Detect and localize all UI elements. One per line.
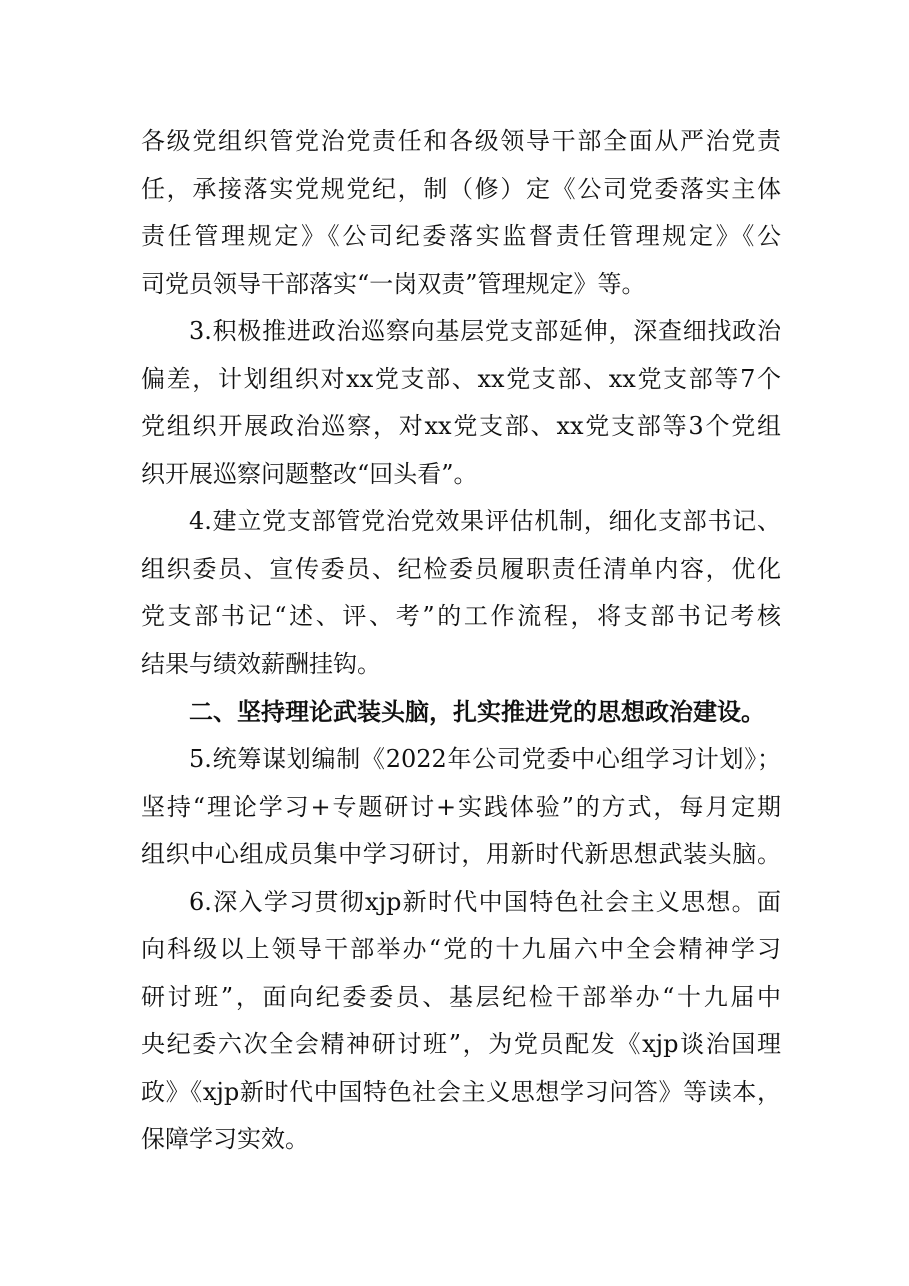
paragraph-6-line-3: 研讨班”，面向纪委委员、基层纪检干部举办“十九届中 (141, 983, 781, 1011)
paragraph-5-line-3: 组织中心组成员集中学习研讨，用新时代新思想武装头脑。 (141, 840, 781, 868)
paragraph-5-line-1: 5.统筹谋划编制《2022年公司党委中心组学习计划》； (189, 745, 781, 773)
paragraph-1-line-3: 责任管理规定》《公司纪委落实监督责任管理规定》《公 (141, 222, 781, 250)
paragraph-1-line-2: 任，承接落实党规党纪，制（修）定《公司党委落实主体 (141, 175, 781, 203)
paragraph-4-line-3: 党支部书记“述、评、考”的工作流程，将支部书记考核 (141, 602, 781, 630)
paragraph-3-line-3: 党组织开展政治巡察，对xx党支部、xx党支部等3个党组 (141, 412, 781, 440)
paragraph-4-line-1: 4.建立党支部管党治党效果评估机制，细化支部书记、 (189, 507, 781, 535)
paragraph-1-line-4: 司党员领导干部落实“一岗双责”管理规定》等。 (141, 270, 646, 298)
paragraph-4-line-2: 组织委员、宣传委员、纪检委员履职责任清单内容，优化 (141, 555, 781, 583)
paragraph-6-line-2: 向科级以上领导干部举办“党的十九届六中全会精神学习 (141, 935, 781, 963)
paragraph-6-line-1: 6.深入学习贯彻xjp新时代中国特色社会主义思想。面 (189, 888, 781, 916)
paragraph-6-line-6: 保障学习实效。 (141, 1125, 309, 1153)
paragraph-5-line-2: 坚持“理论学习+专题研讨+实践体验”的方式，每月定期 (141, 793, 781, 821)
section-heading: 二、坚持理论武装头脑，扎实推进党的思想政治建设。 (189, 698, 765, 726)
paragraph-6-line-4: 央纪委六次全会精神研讨班”，为党员配发《xjp谈治国理 (141, 1030, 781, 1058)
paragraph-3-line-1: 3.积极推进政治巡察向基层党支部延伸，深查细找政治 (189, 317, 781, 345)
paragraph-3-line-4: 织开展巡察问题整改“回头看”。 (141, 460, 478, 488)
paragraph-4-line-4: 结果与绩效薪酬挂钩。 (141, 650, 381, 678)
paragraph-1-line-1: 各级党组织管党治党责任和各级领导干部全面从严治党责 (141, 127, 781, 155)
paragraph-6-line-5: 政》《xjp新时代中国特色社会主义思想学习问答》等读本， (141, 1078, 781, 1106)
paragraph-3-line-2: 偏差，计划组织对xx党支部、xx党支部、xx党支部等7个 (141, 365, 781, 393)
